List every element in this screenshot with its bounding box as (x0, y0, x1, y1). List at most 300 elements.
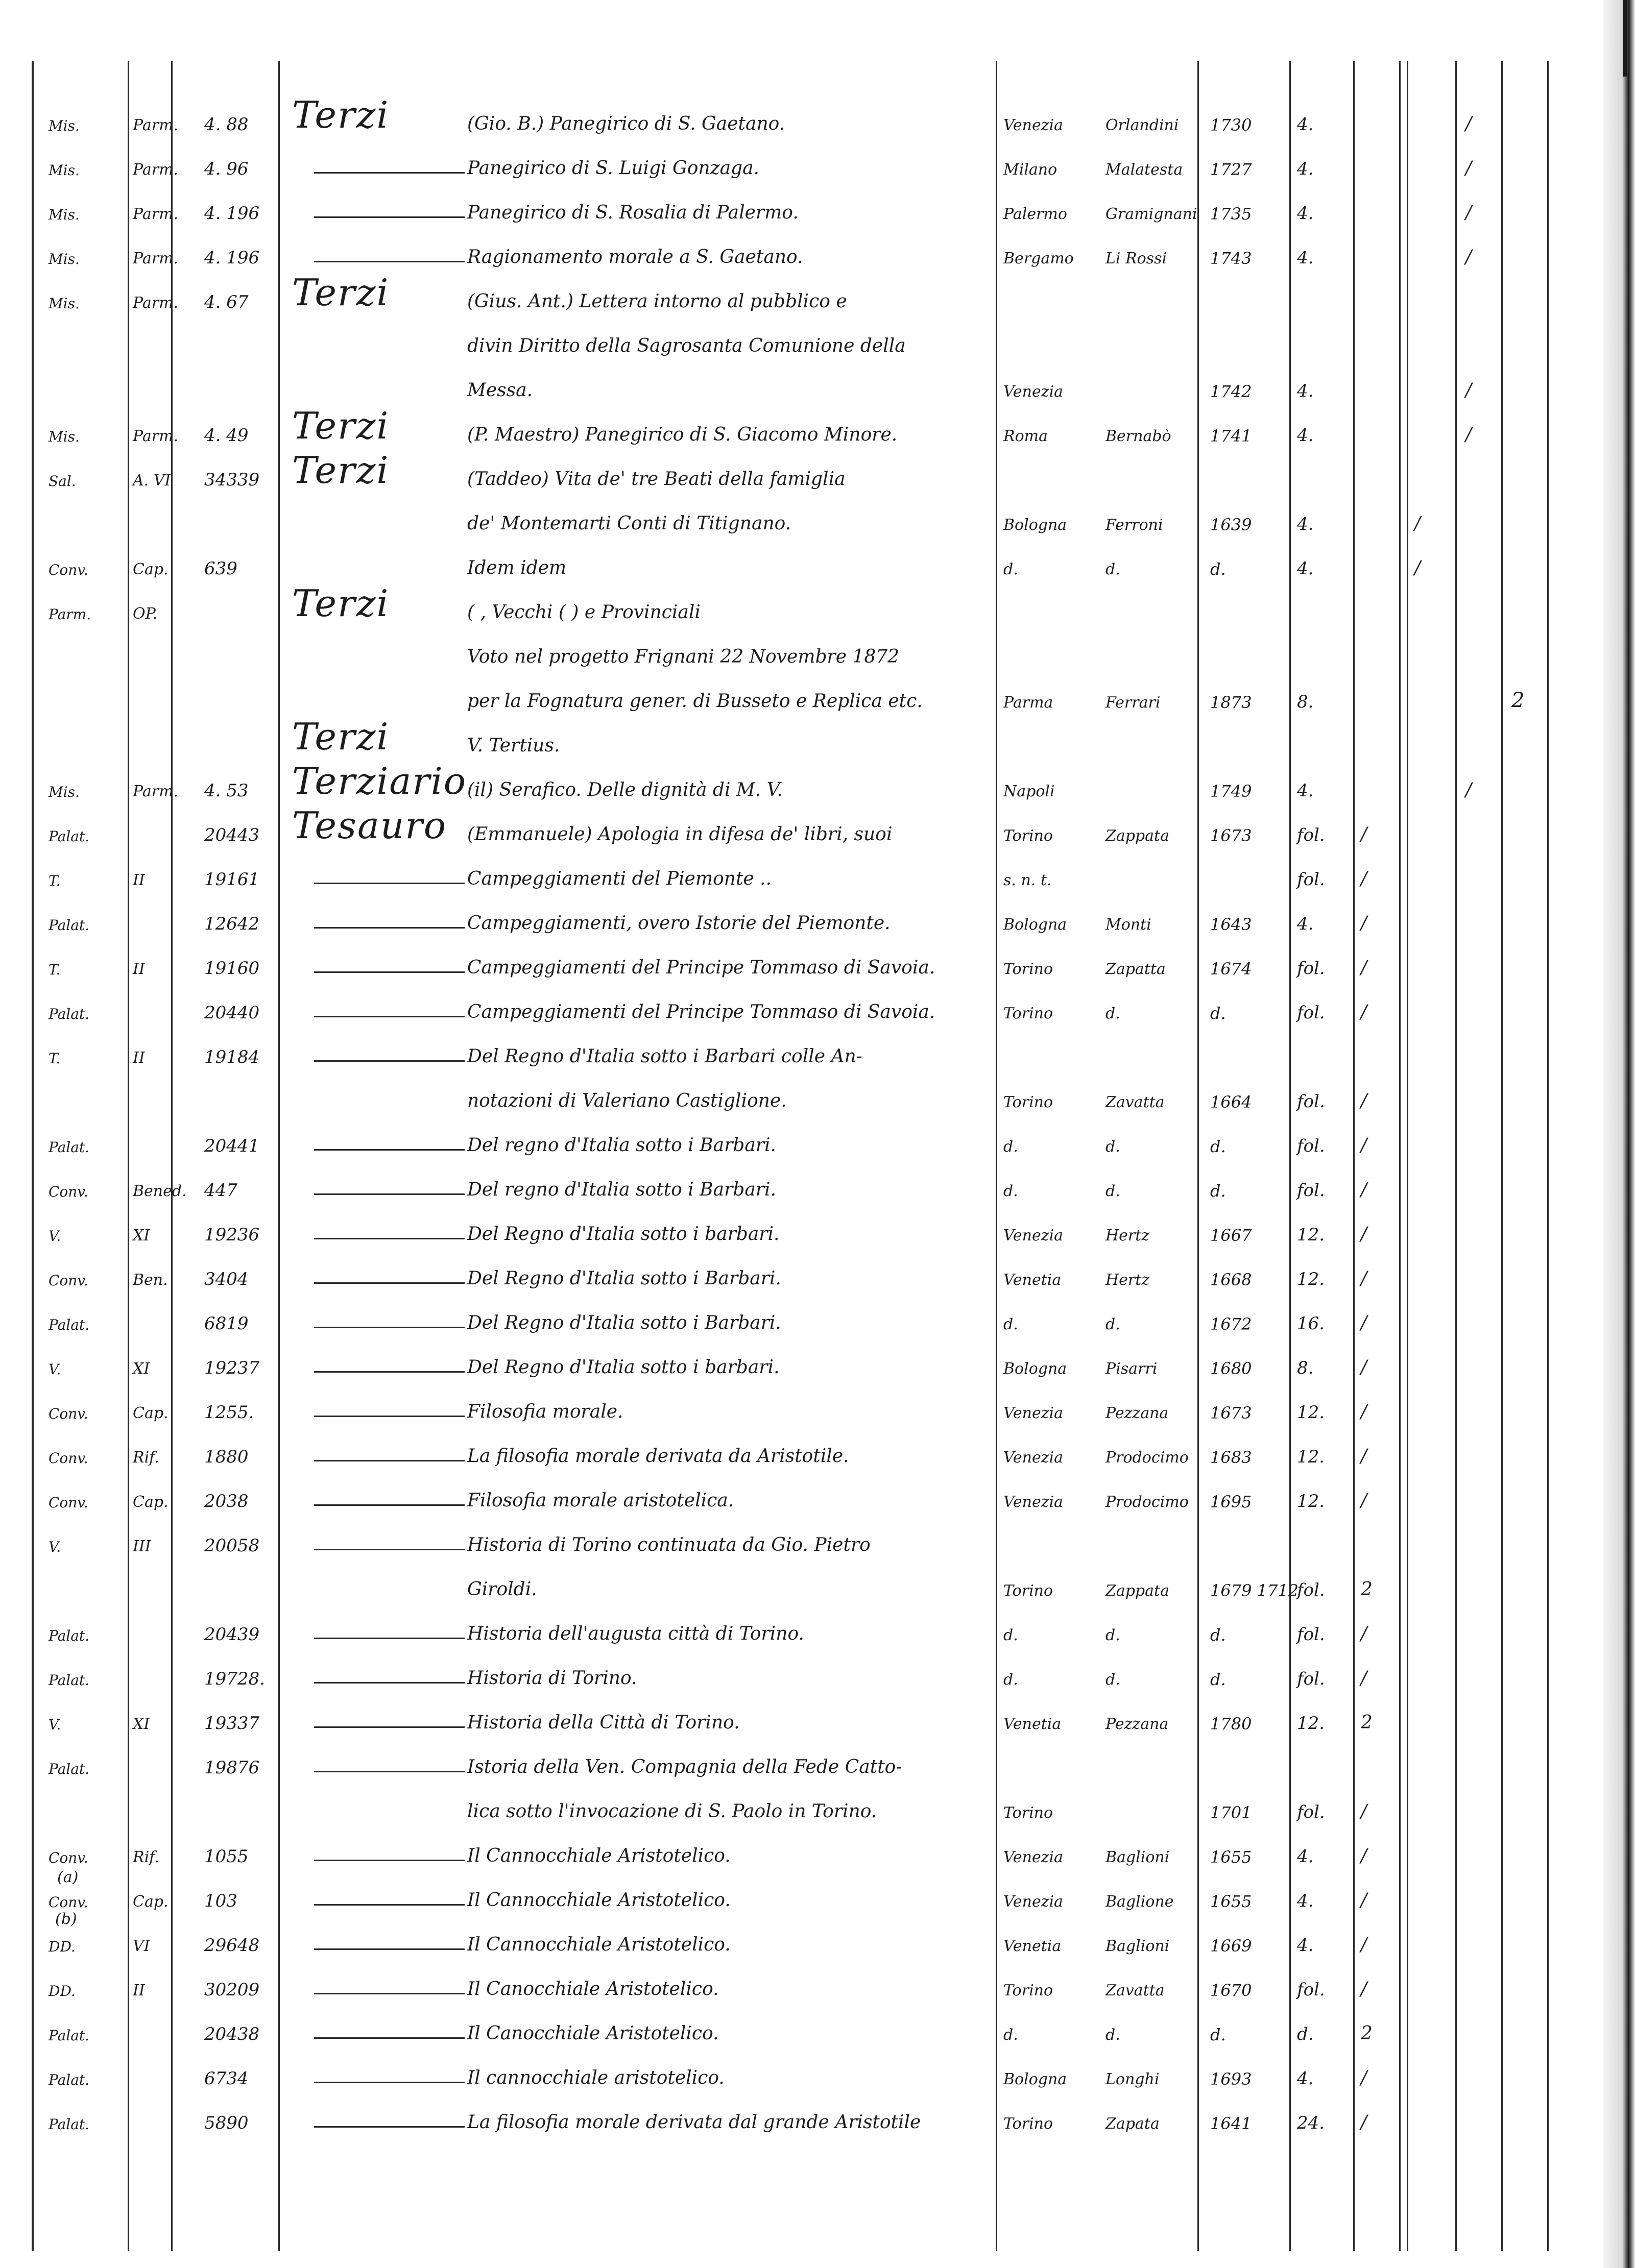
title-cell: Del regno d'Italia sotto i Barbari. (467, 1179, 776, 1200)
year-cell: d. (1210, 2025, 1226, 2044)
section-cell: Rif. (133, 1848, 159, 1866)
place-cell: Venetia (1003, 1937, 1062, 1955)
year-cell: 1873 (1210, 693, 1252, 712)
title-cell: divin Diritto della Sagrosanta Comunione della (467, 335, 906, 356)
copies-cell: / (1361, 1801, 1367, 1822)
format-cell: 12. (1297, 1269, 1325, 1289)
place-cell: d. (1003, 1671, 1018, 1689)
copies-cell: / (1361, 1179, 1367, 1200)
catalog-row (0, 1521, 1603, 1557)
title-cell: Del regno d'Italia sotto i Barbari. (467, 1135, 776, 1156)
title-cell: Historia di Torino continuata da Gio. Pietro (467, 1534, 871, 1555)
title-cell: lica sotto l'invocazione di S. Paolo in Torino. (467, 1801, 877, 1822)
title-cell: Voto nel progetto Frignani 22 Novembre 1872 (467, 646, 900, 667)
format-cell: fol. (1297, 958, 1325, 979)
fund-cell: Palat. (49, 1006, 90, 1022)
place-cell: Venezia (1003, 1848, 1064, 1866)
copies-cell: / (1361, 2112, 1367, 2133)
ditto-line (314, 1549, 465, 1550)
section-cell: Cap. (133, 1404, 169, 1422)
place-cell: Venezia (1003, 116, 1064, 134)
number-cell: 19161 (204, 869, 260, 890)
number-cell: 30209 (204, 1980, 260, 2000)
catalog-row (0, 1121, 1603, 1158)
fund-cell: Conv. (49, 1272, 88, 1289)
title-cell: Il Cannocchiale Aristotelico. (467, 1934, 731, 1955)
ditto-line (314, 1193, 465, 1195)
title-cell: Il Canocchiale Aristotelico. (467, 2023, 719, 2044)
number-cell: 4. 96 (204, 159, 249, 179)
section-cell: Parm. (133, 161, 179, 179)
title-cell: Campeggiamenti del Principe Tommaso di Savoia. (467, 1002, 935, 1022)
ditto-line (314, 1238, 465, 1239)
copies-cell: / (1465, 380, 1472, 401)
title-cell: (Emmanuele) Apologia in difesa de' libri, suoi (467, 824, 893, 845)
number-cell: 19184 (204, 1047, 260, 1067)
fund-cell: Palat. (49, 1139, 90, 1156)
year-cell: 1679 1712 (1210, 1581, 1299, 1600)
title-cell: Del Regno d'Italia sotto i Barbari. (467, 1312, 781, 1333)
catalog-row (0, 1032, 1603, 1069)
fund-cell: Conv. (49, 1494, 88, 1511)
fund-cell: Parm. (49, 606, 91, 623)
year-cell: 1643 (1210, 915, 1252, 934)
format-cell: 4. (1297, 914, 1314, 934)
printer-cell: Gramignani (1105, 205, 1197, 223)
place-cell: d. (1003, 1315, 1018, 1333)
format-cell: 8. (1297, 1358, 1314, 1378)
printer-cell: d. (1105, 1005, 1120, 1022)
year-cell: 1680 (1210, 1359, 1252, 1378)
number-cell: 20439 (204, 1624, 260, 1645)
fund-cell: T. (49, 872, 61, 889)
place-cell: Venezia (1003, 1449, 1064, 1467)
place-cell: d. (1003, 560, 1018, 578)
number-cell: 4. 88 (204, 114, 249, 135)
number-cell: 4. 53 (204, 781, 249, 801)
place-cell: Venezia (1003, 1893, 1064, 1911)
year-cell: 1667 (1210, 1226, 1252, 1245)
fund-cell: Mis. (49, 251, 80, 267)
number-cell: 639 (204, 558, 237, 579)
section-cell: II (133, 1982, 145, 1999)
place-cell: Palermo (1003, 205, 1067, 223)
title-cell: Campeggiamenti del Piemonte .. (467, 868, 772, 889)
printer-cell: Zavatta (1105, 1093, 1165, 1111)
place-cell: Bologna (1003, 516, 1067, 534)
fund-cell: T. (49, 1050, 61, 1067)
number-cell: 4. 196 (204, 203, 260, 224)
catalog-row (0, 2009, 1603, 2046)
catalog-row (0, 1476, 1603, 1513)
year-cell: 1655 (1210, 1892, 1252, 1911)
section-cell: XI (133, 1227, 150, 1245)
year-cell: 1639 (1210, 515, 1252, 534)
author-name: Terzi (292, 715, 390, 758)
title-cell: Campeggiamenti del Principe Tommaso di Savoia. (467, 957, 935, 978)
ditto-line (314, 1860, 465, 1861)
title-cell: Historia dell'augusta città di Torino. (467, 1623, 804, 1644)
format-cell: fol. (1297, 1669, 1325, 1689)
number-cell: 1055 (204, 1846, 249, 1867)
format-cell: 12. (1297, 1402, 1325, 1423)
ditto-line (314, 927, 465, 929)
format-cell: d. (1297, 2024, 1314, 2044)
title-cell: Filosofia morale aristotelica. (467, 1490, 734, 1511)
section-cell: Cap. (133, 1893, 169, 1911)
year-cell: 1669 (1210, 1936, 1252, 1956)
year-cell: d. (1210, 1181, 1226, 1201)
title-cell: La filosofia morale derivata dal grande Aristotile (467, 2112, 921, 2133)
copies-cell: / (1361, 2067, 1367, 2088)
section-cell: Parm. (133, 427, 179, 445)
format-cell: fol. (1297, 1136, 1325, 1156)
copies-cell: / (1361, 1890, 1367, 1911)
number-cell: 447 (204, 1180, 237, 1201)
copies-cell: / (1361, 1090, 1367, 1111)
format-cell: 4. (1297, 203, 1314, 224)
ditto-line (314, 2126, 465, 2128)
section-cell: Bened. (133, 1182, 187, 1200)
place-cell: s. n. t. (1003, 871, 1052, 889)
margin-mark: (b) (55, 1910, 77, 1928)
year-cell: 1749 (1210, 782, 1252, 801)
printer-cell: d. (1105, 2026, 1120, 2044)
catalog-row (0, 1787, 1603, 1824)
format-cell: fol. (1297, 1003, 1325, 1023)
printer-cell: d. (1105, 560, 1120, 578)
copies-cell: / (1361, 1312, 1367, 1333)
copies-cell: / (1361, 1845, 1367, 1866)
format-cell: 12. (1297, 1713, 1325, 1734)
ditto-line (314, 172, 465, 174)
ditto-line (314, 1282, 465, 1284)
printer-cell: Pezzana (1105, 1404, 1169, 1422)
place-cell: Venezia (1003, 1404, 1064, 1422)
printer-cell: Zapata (1105, 2115, 1160, 2133)
format-cell: fol. (1297, 869, 1325, 890)
copies-cell: / (1361, 868, 1367, 889)
copies-cell: / (1361, 1446, 1367, 1467)
section-cell: A. VI (133, 472, 171, 490)
ditto-line (314, 2082, 465, 2083)
number-cell: 6819 (204, 1313, 249, 1334)
printer-cell: d. (1105, 1182, 1120, 1200)
catalog-row (0, 1876, 1603, 1913)
fund-cell: Palat. (49, 828, 90, 845)
ditto-line (314, 1771, 465, 1772)
section-cell: Parm. (133, 783, 179, 800)
format-cell: fol. (1297, 1624, 1325, 1645)
year-cell: 1727 (1210, 160, 1252, 179)
catalog-row (0, 544, 1603, 580)
catalog-row (0, 1698, 1603, 1735)
ditto-line (314, 1638, 465, 1639)
section-cell: OP. (133, 605, 158, 623)
printer-cell: Hertz (1105, 1271, 1150, 1289)
copies-cell: / (1361, 1623, 1367, 1644)
title-cell: Del Regno d'Italia sotto i barbari. (467, 1357, 780, 1378)
format-cell: 4. (1297, 558, 1314, 579)
printer-cell: Baglioni (1105, 1848, 1170, 1866)
ditto-line (314, 261, 465, 262)
catalog-row (0, 582, 1603, 625)
section-cell: II (133, 1049, 145, 1067)
copies-cell: / (1361, 957, 1367, 978)
ditto-line (314, 1371, 465, 1373)
title-cell: La filosofia morale derivata da Aristotile. (467, 1446, 849, 1467)
format-cell: fol. (1297, 825, 1325, 845)
catalog-row (0, 366, 1603, 403)
catalog-row (0, 988, 1603, 1025)
catalog-row (0, 899, 1603, 936)
catalog-row (0, 144, 1603, 181)
title-cell: V. Tertius. (467, 735, 560, 756)
section-cell: III (133, 1538, 151, 1555)
year-cell: 1683 (1210, 1448, 1252, 1467)
fund-cell: Mis. (49, 117, 80, 134)
format-cell: 24. (1297, 2113, 1325, 2133)
place-cell: d. (1003, 1626, 1018, 1644)
section-cell: XI (133, 1715, 150, 1733)
printer-cell: Baglioni (1105, 1937, 1170, 1955)
number-cell: 20438 (204, 2024, 260, 2044)
printer-cell: Baglione (1105, 1893, 1174, 1911)
title-cell: per la Fognatura gener. di Busseto e Replica etc. (467, 691, 923, 712)
copies-cell: / (1465, 247, 1472, 267)
page-edge (1603, 0, 1635, 2268)
place-cell: d. (1003, 1182, 1018, 1200)
number-cell: 19237 (204, 1358, 260, 1378)
title-cell: (Gio. B.) Panegirico di S. Gaetano. (467, 113, 785, 134)
printer-cell: Bernabò (1105, 427, 1171, 445)
fund-cell: Conv. (49, 562, 88, 578)
year-cell: d. (1210, 559, 1226, 579)
fund-cell: Sal. (49, 473, 76, 490)
ditto-line (314, 1016, 465, 1017)
fund-cell: Mis. (49, 428, 80, 445)
copies-cell: / (1465, 202, 1472, 223)
place-cell: Napoli (1003, 783, 1055, 800)
section-cell: Parm. (133, 205, 179, 223)
printer-cell: Li Rossi (1105, 250, 1167, 267)
place-cell: Torino (1003, 2115, 1053, 2133)
fund-cell: DD. (49, 1983, 76, 1999)
number-cell: 29648 (204, 1935, 260, 1956)
place-cell: Venezia (1003, 1227, 1064, 1245)
catalog-row (0, 1254, 1603, 1291)
printer-cell: Orlandini (1105, 116, 1179, 134)
author-name: Tesauro (292, 804, 447, 847)
year-cell: 1735 (1210, 204, 1252, 224)
number-cell: 19728. (204, 1669, 265, 1689)
number-cell: 12642 (204, 914, 260, 934)
title-cell: Il cannocchiale aristotelico. (467, 2067, 725, 2088)
year-cell: d. (1210, 1137, 1226, 1156)
copies-cell: / (1361, 824, 1367, 845)
catalog-row (0, 1654, 1603, 1691)
printer-cell: d. (1105, 1671, 1120, 1689)
copies-cell: 2 (1361, 1579, 1373, 1600)
format-cell: 4. (1297, 114, 1314, 135)
place-cell: Torino (1003, 1005, 1053, 1022)
format-cell: 4. (1297, 1935, 1314, 1956)
section-cell: II (133, 960, 145, 978)
year-cell: 1655 (1210, 1847, 1252, 1867)
section-cell: Ben. (133, 1271, 168, 1289)
section-cell: II (133, 871, 145, 889)
ditto-line (314, 1060, 465, 1062)
title-cell: (il) Serafico. Delle dignità di M. V. (467, 779, 783, 800)
year-cell: 1673 (1210, 826, 1252, 845)
year-cell: 1693 (1210, 2069, 1252, 2089)
copies-cell: / (1465, 158, 1472, 179)
catalog-row (0, 632, 1603, 669)
fund-cell: Mis. (49, 295, 80, 312)
catalog-row (0, 271, 1603, 314)
copies-cell: / (1361, 913, 1367, 934)
number-cell: 4. 67 (204, 292, 249, 312)
author-name: Terzi (292, 271, 390, 314)
printer-cell: Zappata (1105, 827, 1169, 845)
catalog-row (0, 804, 1603, 847)
year-cell: 1668 (1210, 1270, 1252, 1289)
printer-cell: Zavatta (1105, 1982, 1165, 1999)
place-cell: Bologna (1003, 1360, 1067, 1378)
ditto-line (314, 971, 465, 973)
year-cell: 1743 (1210, 249, 1252, 268)
place-cell: Venezia (1003, 383, 1064, 401)
format-cell: 16. (1297, 1313, 1325, 1334)
place-cell: Venezia (1003, 1493, 1064, 1511)
fund-cell: Conv. (49, 1450, 88, 1467)
catalog-row (0, 2098, 1603, 2135)
format-cell: 4. (1297, 2068, 1314, 2089)
title-cell: Idem idem (467, 557, 567, 578)
catalog-row (0, 1832, 1603, 1868)
fund-cell: Palat. (49, 1316, 90, 1333)
format-cell: fol. (1297, 1091, 1325, 1112)
title-cell: ( , Vecchi ( ) e Provinciali (467, 602, 701, 623)
fund-cell: Palat. (49, 2116, 90, 2133)
catalog-row (0, 715, 1603, 758)
printer-cell: Hertz (1105, 1227, 1150, 1245)
catalog-row (0, 93, 1603, 136)
catalog-row (0, 404, 1603, 447)
format-cell: 4. (1297, 159, 1314, 179)
title-cell: Il Cannocchiale Aristotelico. (467, 1890, 731, 1911)
printer-cell: d. (1105, 1315, 1120, 1333)
catalog-row (0, 449, 1603, 492)
number-cell: 34339 (204, 470, 260, 490)
printer-cell: Malatesta (1105, 161, 1183, 179)
place-cell: Torino (1003, 1582, 1053, 1600)
year-cell: 1695 (1210, 1492, 1252, 1511)
section-cell: Parm. (133, 294, 179, 312)
copies-cell: / (1465, 113, 1472, 134)
fund-cell: Palat. (49, 917, 90, 934)
format-cell: fol. (1297, 1180, 1325, 1201)
number-cell: 6734 (204, 2068, 249, 2089)
section-cell: Rif. (133, 1449, 159, 1467)
copies-cell: / (1465, 779, 1472, 800)
year-cell: 1672 (1210, 1314, 1252, 1334)
year-cell: 1673 (1210, 1403, 1252, 1423)
title-cell: Giroldi. (467, 1579, 537, 1600)
printer-cell: Zappata (1105, 1582, 1169, 1600)
place-cell: Venetia (1003, 1715, 1062, 1733)
section-cell: XI (133, 1360, 150, 1378)
copies-cell: / (1361, 1268, 1367, 1289)
copies-cell: / (1361, 1979, 1367, 1999)
catalog-row (0, 1299, 1603, 1335)
printer-cell: d. (1105, 1138, 1120, 1156)
ditto-line (314, 1416, 465, 1417)
copies-cell: / (1361, 1934, 1367, 1955)
printer-cell: d. (1105, 1626, 1120, 1644)
place-cell: Venetia (1003, 1271, 1062, 1289)
copies-cell: / (1361, 1357, 1367, 1378)
number-cell: 5890 (204, 2113, 249, 2133)
year-cell: 1670 (1210, 1981, 1252, 2000)
place-cell: Torino (1003, 960, 1053, 978)
format-cell: 4. (1297, 514, 1314, 534)
number-cell: 20441 (204, 1136, 260, 1156)
copies-cell: / (1414, 557, 1421, 578)
format-cell: 8. (1297, 692, 1314, 712)
number-cell: 20440 (204, 1003, 260, 1023)
section-cell: VI (133, 1937, 150, 1955)
title-cell: Panegirico di S. Rosalia di Palermo. (467, 202, 799, 223)
catalog-row (0, 322, 1603, 358)
printer-cell: Prodocimo (1105, 1449, 1189, 1467)
copies-cell: / (1361, 1002, 1367, 1022)
format-cell: fol. (1297, 1802, 1325, 1822)
catalog-row (0, 855, 1603, 891)
page-edge-mark (1623, 0, 1627, 77)
ditto-line (314, 1149, 465, 1151)
catalog-row (0, 1210, 1603, 1247)
title-cell: Historia della Città di Torino. (467, 1712, 740, 1733)
number-cell: 19160 (204, 958, 260, 979)
place-cell: Torino (1003, 1093, 1053, 1111)
title-cell: Il Canocchiale Aristotelico. (467, 1979, 719, 1999)
section-cell: Cap. (133, 560, 169, 578)
number-cell: 1880 (204, 1447, 249, 1467)
ditto-line (314, 1993, 465, 1994)
catalog-row (0, 677, 1603, 714)
place-cell: Bologna (1003, 2070, 1067, 2088)
place-cell: Milano (1003, 161, 1057, 179)
year-cell: d. (1210, 1004, 1226, 1023)
number-cell: 2038 (204, 1491, 249, 1511)
title-cell: Ragionamento morale a S. Gaetano. (467, 247, 803, 267)
catalog-row (0, 1565, 1603, 1602)
ditto-line (314, 1948, 465, 1950)
title-cell: notazioni di Valeriano Castiglione. (467, 1090, 787, 1111)
copies-cell: 2 (1361, 2023, 1373, 2044)
place-cell: Bologna (1003, 916, 1067, 934)
catalog-row (0, 1743, 1603, 1779)
copies-cell: / (1361, 1224, 1367, 1245)
catalog-row (0, 1077, 1603, 1113)
place-cell: d. (1003, 1138, 1018, 1156)
format-cell: fol. (1297, 1980, 1325, 2000)
format-cell: 4. (1297, 1891, 1314, 1911)
author-name: Terziario (292, 760, 467, 802)
catalog-row (0, 1432, 1603, 1469)
fund-cell: Palat. (49, 2071, 90, 2088)
